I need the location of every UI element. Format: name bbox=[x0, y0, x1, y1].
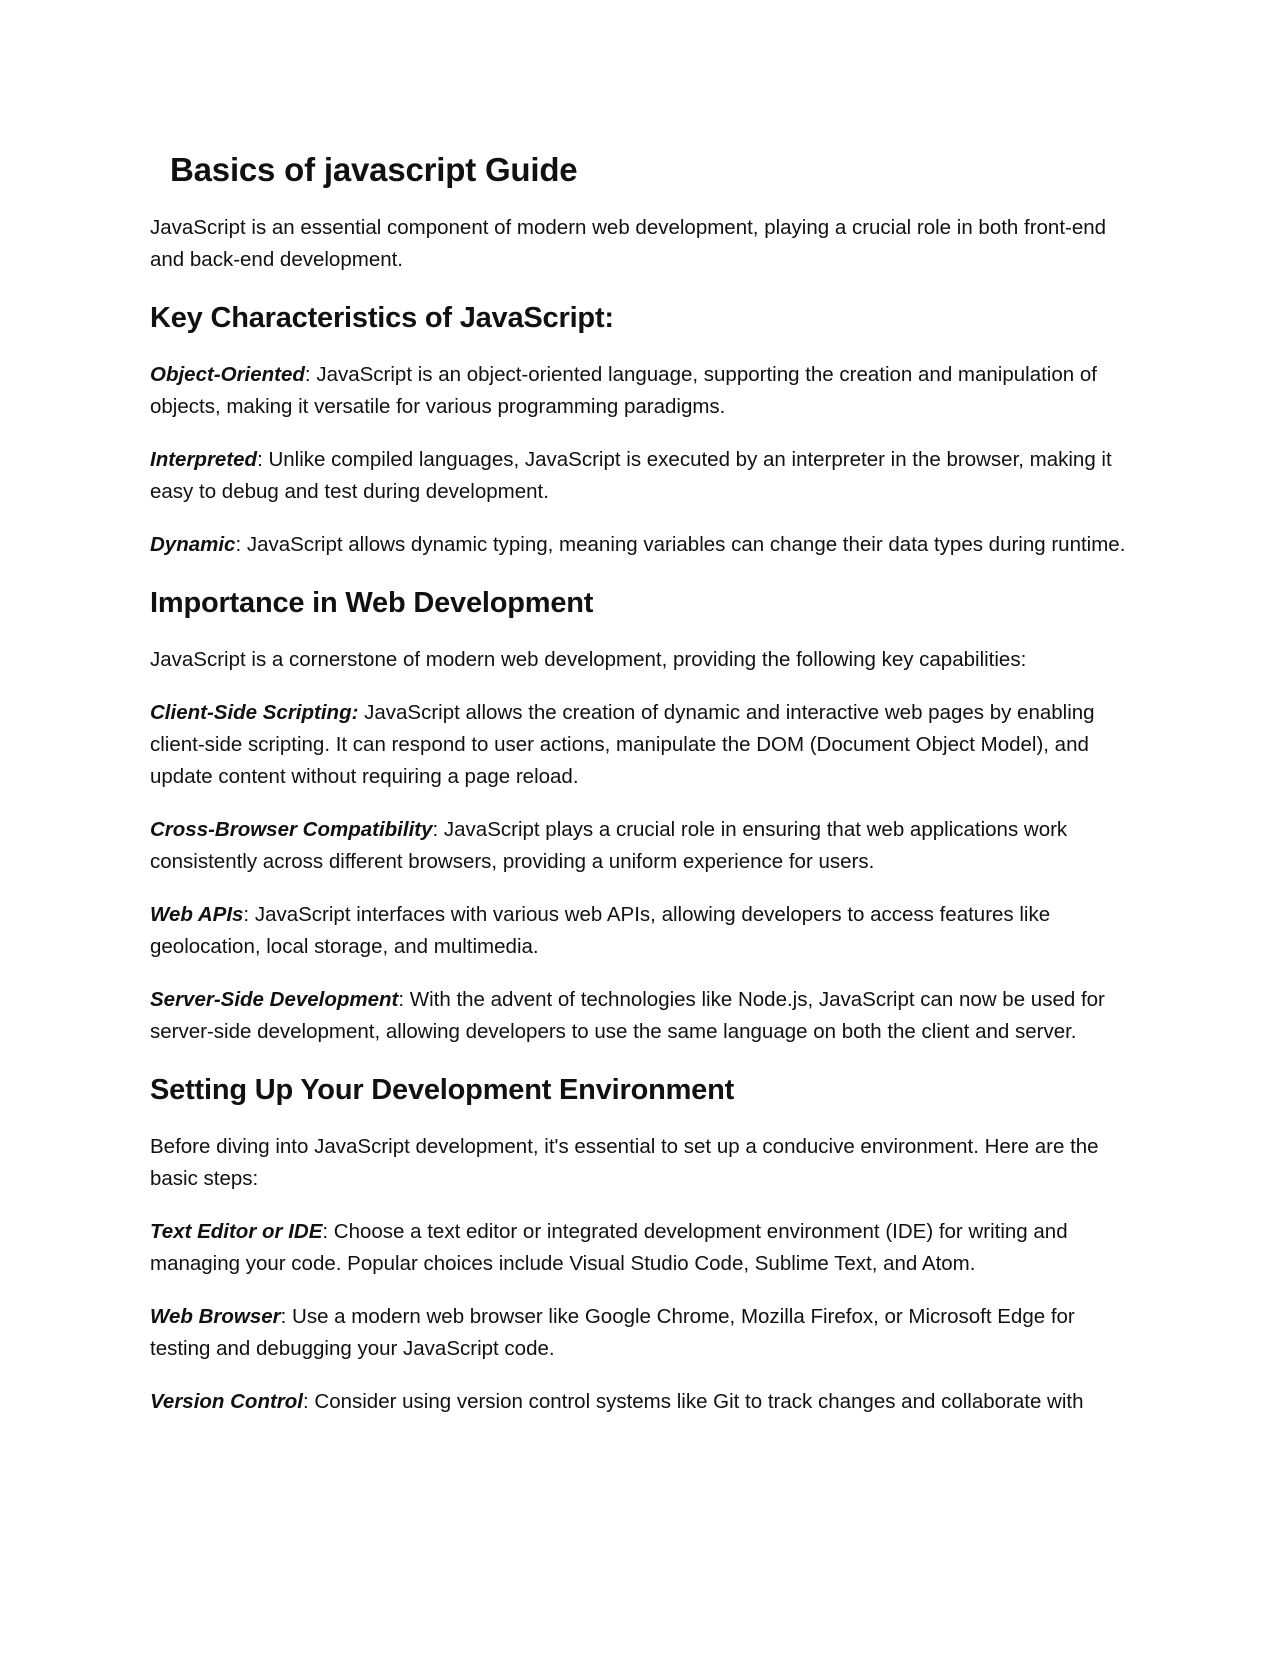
list-item bbox=[150, 814, 1130, 878]
section-key-characteristics bbox=[150, 298, 1130, 561]
item-text: : Use a modern web browser like Google Chrome, Mozilla Firefox, or Microsoft Edge for testing and debugging your JavaScript code. bbox=[150, 1305, 1075, 1360]
list-item bbox=[150, 444, 1130, 508]
list-item bbox=[150, 359, 1130, 423]
item-term: Dynamic bbox=[150, 533, 236, 556]
item-term: Web Browser bbox=[150, 1305, 281, 1328]
intro-paragraph: JavaScript is an essential component of modern web development, playing a crucial role in both front-end and back-end development. bbox=[150, 216, 1107, 271]
item-text: : Consider using version control systems like Git to track changes and collaborate with bbox=[303, 1390, 1084, 1413]
item-text: : JavaScript interfaces with various web APIs, allowing developers to access features like geolocation, local storage, and multimedia. bbox=[150, 903, 1051, 958]
item-term: Cross-Browser Compatibility bbox=[150, 818, 433, 841]
section-heading: Setting Up Your Development Environment bbox=[150, 1074, 735, 1106]
section-lead: JavaScript is a cornerstone of modern web development, providing the following key capabilities: bbox=[150, 648, 1027, 671]
list-item bbox=[150, 984, 1130, 1048]
list-item bbox=[150, 899, 1130, 963]
section-lead: Before diving into JavaScript development, it's essential to set up a conducive environment. Here are the basic steps: bbox=[150, 1135, 1099, 1190]
item-text: : JavaScript is an object-oriented language, supporting the creation and manipulation of objects, making it versatile for various programming paradigms. bbox=[150, 363, 1097, 418]
list-item bbox=[150, 697, 1130, 793]
item-term: Interpreted bbox=[150, 448, 258, 471]
section-importance bbox=[150, 583, 1130, 1048]
document-page bbox=[150, 148, 1130, 1418]
list-item bbox=[150, 1386, 1130, 1418]
item-term: Object-Oriented bbox=[150, 363, 305, 386]
item-text: : Choose a text editor or integrated development environment (IDE) for writing and managing your code. Popular choices include Visual Studio Code, Sublime Text, and Atom. bbox=[150, 1220, 1068, 1275]
item-term: Server-Side Development bbox=[150, 988, 399, 1011]
list-item bbox=[150, 1301, 1130, 1365]
section-heading: Importance in Web Development bbox=[150, 587, 594, 619]
document-title: Basics of javascript Guide bbox=[170, 151, 578, 188]
list-item bbox=[150, 1216, 1130, 1280]
section-heading: Key Characteristics of JavaScript: bbox=[150, 302, 614, 334]
item-term: Text Editor or IDE bbox=[150, 1220, 323, 1243]
item-text: : JavaScript allows dynamic typing, meaning variables can change their data types during runtime. bbox=[235, 533, 1126, 556]
list-item bbox=[150, 529, 1130, 561]
item-term: Client-Side Scripting: bbox=[150, 701, 359, 724]
item-term: Version Control bbox=[150, 1390, 303, 1413]
item-text: JavaScript allows the creation of dynamic and interactive web pages by enabling client-side scripting. It can respond to user actions, manipulate the DOM (Document Object Model), and update content without requiring a page reload. bbox=[150, 701, 1095, 788]
item-text: : With the advent of technologies like Node.js, JavaScript can now be used for server-side development, allowing developers to use the same language on both the client and server. bbox=[150, 988, 1105, 1043]
item-text: : Unlike compiled languages, JavaScript is executed by an interpreter in the browser, making it easy to debug and test during development. bbox=[150, 448, 1112, 503]
item-text: : JavaScript plays a crucial role in ensuring that web applications work consistently across different browsers, providing a uniform experience for users. bbox=[150, 818, 1068, 873]
section-setup-environment bbox=[150, 1070, 1130, 1418]
item-term: Web APIs bbox=[150, 903, 244, 926]
